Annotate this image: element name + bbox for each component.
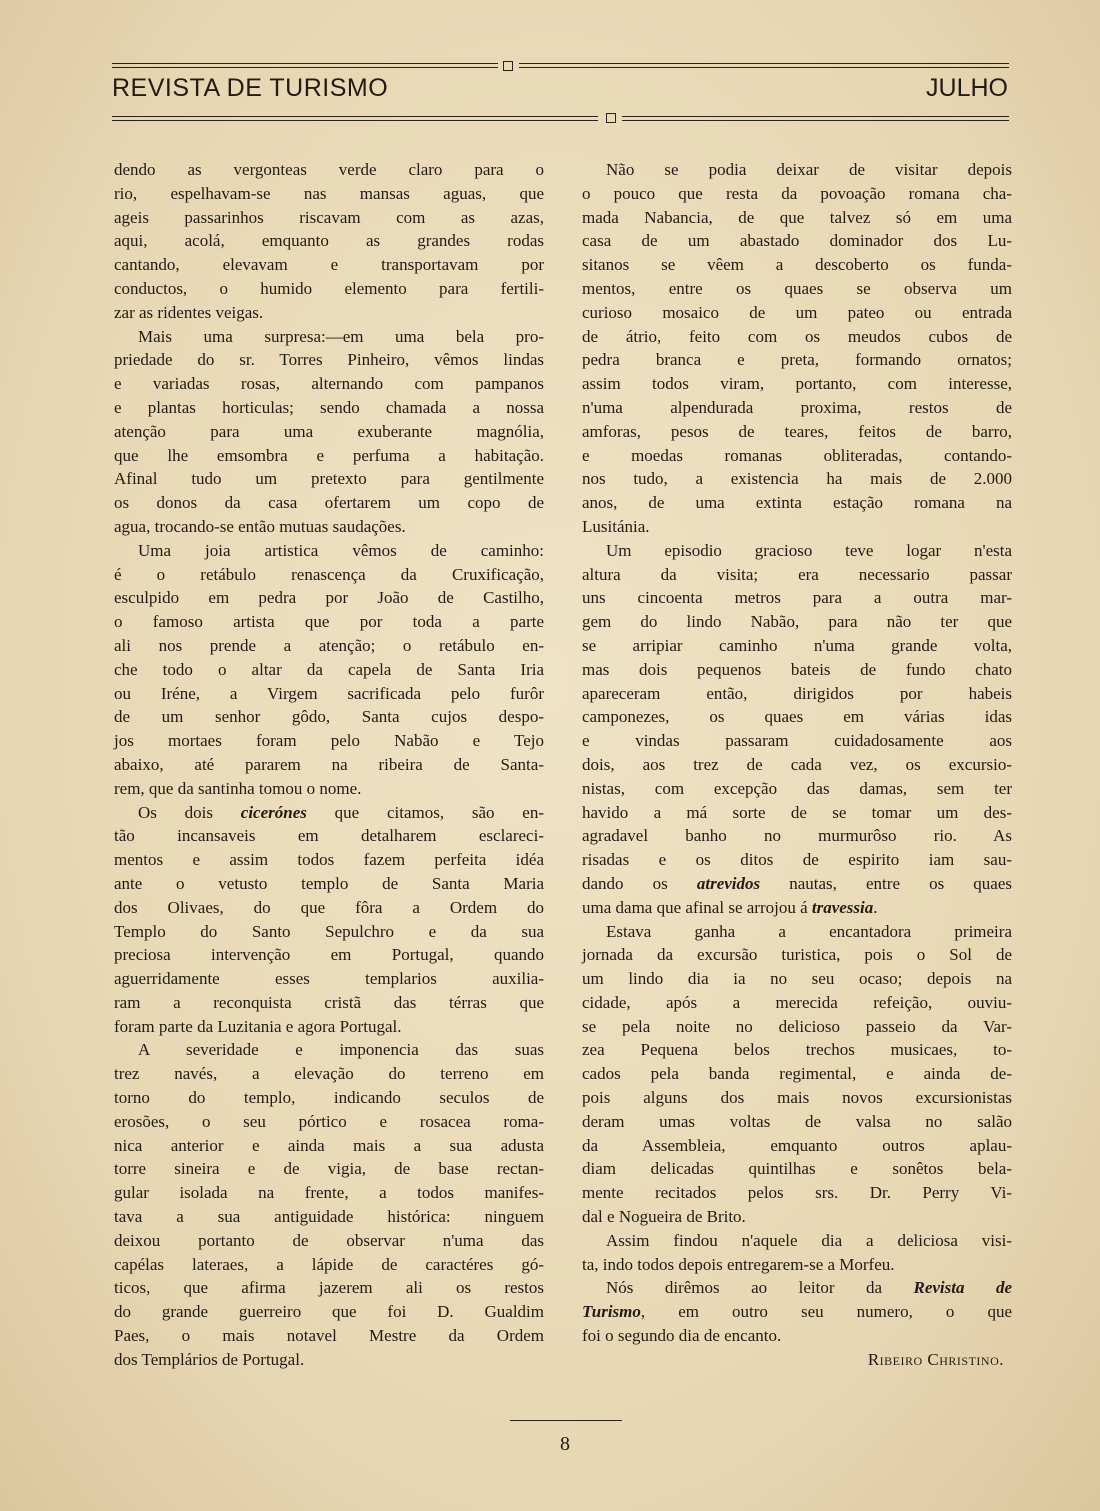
- text-line: mentos e assim todos fazem perfeita idéa: [114, 850, 544, 870]
- text-line: e moedas romanas obliteradas, contando-: [582, 445, 1012, 465]
- header-bottom-rule-right: [622, 116, 1009, 117]
- text-line: pois alguns dos mais novos excursionistas: [582, 1088, 1012, 1108]
- text-segment: Nós dirêmos ao leitor da: [606, 1278, 914, 1298]
- text-segment: .: [873, 897, 878, 917]
- text-line: ou Iréne, a Virgem sacrificada pelo furôr: [114, 683, 544, 703]
- text-line: erosões, o seu pórtico e rosacea roma-: [114, 1111, 544, 1131]
- header-bottom-rule-left-2: [112, 120, 598, 121]
- text-line: assim todos viram, portanto, com interesse,: [582, 374, 1012, 394]
- text-line: torre sineira e de vigia, de base rectan-: [114, 1159, 544, 1179]
- header-bottom-rule-right-2: [622, 120, 1009, 121]
- text-line: ageis passarinhos riscavam com as azas,: [114, 207, 544, 227]
- left-text-column: [114, 158, 544, 1372]
- text-line: cidade, após a merecida refeição, ouviu-: [582, 992, 1012, 1012]
- text-line: rio, espelhavam-se nas mansas aguas, que: [114, 183, 544, 203]
- text-line: mada Nabancia, de que talvez só em uma: [582, 207, 1012, 227]
- text-line: Uma joia artistica vêmos de caminho:: [138, 540, 544, 560]
- text-line: [582, 1276, 1012, 1300]
- text-line: jos mortaes foram pelo Nabão e Tejo: [114, 731, 544, 751]
- text-segment: , em outro seu numero, o que: [640, 1302, 1012, 1322]
- text-line: esculpido em pedra por João de Castilho,: [114, 588, 544, 608]
- text-line: dos Olivaes, do que fôra a Ordem do: [114, 897, 544, 917]
- text-line: de átrio, feito com os meudos cubos de: [582, 326, 1012, 346]
- header-top-rule-left-2: [112, 67, 498, 68]
- text-line: jornada da excursão turistica, pois o Sol de: [582, 945, 1012, 965]
- text-line: deram umas voltas de valsa no salão: [582, 1111, 1012, 1131]
- text-line: Templo do Santo Sepulchro e da sua: [114, 921, 544, 941]
- page-number: 8: [560, 1433, 570, 1455]
- text-line: Afinal tudo um pretexto para gentilmente: [114, 469, 544, 489]
- magazine-title: REVISTA DE TURISMO: [112, 74, 389, 102]
- text-line: deixou portanto de observar n'uma das: [114, 1230, 544, 1250]
- text-line: conductos, o humido elemento para fertili-: [114, 278, 544, 298]
- text-line: Estava ganha a encantadora primeira: [606, 921, 1012, 941]
- text-line: um lindo dia ia no seu ocaso; depois na: [582, 969, 1012, 989]
- text-segment: dando os: [582, 873, 697, 893]
- text-line: Ribeiro Christino.: [867, 1349, 1004, 1369]
- text-line: agradavel banho no murmurôso rio. As: [582, 826, 1012, 846]
- header-top-rule-left: [112, 63, 498, 64]
- text-line: zea Pequena belos trechos musicaes, to-: [582, 1040, 1012, 1060]
- text-line: Mais uma surpresa:—em uma bela pro-: [138, 326, 544, 346]
- text-line: dois, aos trez de cada vez, os excursio-: [582, 754, 1012, 774]
- italic-term: travessia: [811, 897, 874, 917]
- text-line: diam delicadas quintilhas e sonêtos bela-: [582, 1159, 1012, 1179]
- header-bottom-rule-left: [112, 116, 598, 117]
- text-line: Um episodio gracioso teve logar n'esta: [606, 540, 1012, 560]
- footer-rule: [510, 1420, 622, 1421]
- text-line: ticos, que afirma jazerem ali os restos: [114, 1278, 544, 1298]
- text-line: o pouco que resta da povoação romana cha-: [582, 183, 1012, 203]
- text-line: nistas, com excepção das damas, sem ter: [582, 778, 1012, 798]
- text-line: altura da visita; era necessario passar: [582, 564, 1012, 584]
- text-line: atenção para uma exuberante magnólia,: [114, 421, 544, 441]
- text-line: risadas e os ditos de espirito iam sau-: [582, 850, 1012, 870]
- text-line: rem, que da santinha tomou o nome.: [114, 778, 362, 798]
- text-segment: uma dama que afinal se arrojou á: [582, 897, 812, 917]
- text-line: nica anterior e ainda mais a sua adusta: [114, 1135, 544, 1155]
- text-line: A severidade e imponencia das suas: [138, 1040, 544, 1060]
- text-line: tão incansaveis em detalharem esclareci-: [114, 826, 544, 846]
- text-line: do grande guerreiro que foi D. Gualdim: [114, 1302, 544, 1322]
- text-line: havido a má sorte de se tomar um des-: [582, 802, 1012, 822]
- text-line: de um senhor gôdo, Santa cujos despo-: [114, 707, 544, 727]
- text-line: dendo as vergonteas verde claro para o: [114, 160, 544, 179]
- text-line: curioso mosaico de um pateo ou entrada: [582, 302, 1012, 322]
- text-line: anos, de uma extinta estação romana na: [582, 493, 1012, 513]
- text-line: [114, 801, 544, 825]
- text-line: capélas lateraes, a lápide de caractéres gó-: [114, 1254, 544, 1274]
- text-line: se pela noite no delicioso passeio da Var-: [582, 1016, 1012, 1036]
- text-line: mentos, entre os quaes se observa um: [582, 278, 1012, 298]
- text-line: e variadas rosas, alternando com pampanos: [114, 374, 544, 394]
- text-line: e vindas passaram cuidadosamente aos: [582, 731, 1012, 751]
- text-line: che todo o altar da capela de Santa Iria: [114, 659, 544, 679]
- text-line: [582, 1300, 1012, 1324]
- text-line: apareceram então, dirigidos por habeis: [582, 683, 1012, 703]
- text-line: gular isolada na frente, a todos manifes-: [114, 1183, 544, 1203]
- text-line: os donos da casa ofertarem um copo de: [114, 493, 544, 513]
- text-line: dal e Nogueira de Brito.: [582, 1207, 746, 1227]
- text-line: aqui, acolá, emquanto as grandes rodas: [114, 231, 544, 251]
- text-line: n'uma alpendurada proxima, restos de: [582, 397, 1012, 417]
- text-segment: Os dois: [138, 802, 241, 822]
- text-line: pedra branca e preta, formando ornatos;: [582, 350, 1012, 370]
- text-line: cados pela banda regimental, e ainda de-: [582, 1064, 1012, 1084]
- italic-term: cicerónes: [240, 802, 307, 822]
- text-line: priedade do sr. Torres Pinheiro, vêmos lindas: [114, 350, 544, 370]
- text-line: casa de um abastado dominador dos Lu-: [582, 231, 1012, 251]
- text-line: mente recitados pelos srs. Dr. Perry Vi-: [582, 1183, 1012, 1203]
- text-line: foram parte da Luzitania e agora Portugal.: [114, 1016, 402, 1036]
- right-text-column: [582, 158, 1012, 1372]
- text-line: gem do lindo Nabão, para não ter que: [582, 612, 1012, 632]
- text-line: Assim findou n'aquele dia a deliciosa visi-: [606, 1230, 1012, 1250]
- text-line: ante o vetusto templo de Santa Maria: [114, 873, 544, 893]
- italic-term: Revista de: [913, 1278, 1012, 1298]
- text-line: abaixo, até pararem na ribeira de Santa-: [114, 754, 544, 774]
- text-line: preciosa intervenção em Portugal, quando: [114, 945, 544, 965]
- text-line: cantando, elevavam e transportavam por: [114, 255, 544, 275]
- text-line: aguerridamente esses templarios auxilia-: [114, 969, 544, 989]
- text-line: nos tudo, a existencia ha mais de 2.000: [582, 469, 1012, 489]
- text-line: sitanos se vêem a descoberto os funda-: [582, 255, 1012, 275]
- header-top-rule-right-2: [519, 67, 1009, 68]
- issue-month: JULHO: [926, 74, 1008, 102]
- text-line: Lusitánia.: [582, 516, 650, 536]
- text-line: trez navés, a elevação do terreno em: [114, 1064, 544, 1084]
- text-line: e plantas horticulas; sendo chamada a nossa: [114, 397, 544, 417]
- header-bottom-ornament: [606, 113, 616, 123]
- text-line: ali nos prende a atenção; o retábulo en-: [114, 635, 544, 655]
- text-line: torno do templo, indicando seculos de: [114, 1088, 544, 1108]
- text-line: uns cincoenta metros para a outra mar-: [582, 588, 1012, 608]
- text-segment: que citamos, são en-: [306, 802, 544, 822]
- text-line: ta, indo todos depois entregarem-se a Morfeu.: [582, 1254, 895, 1274]
- text-line: ram a reconquista cristã das térras que: [114, 992, 544, 1012]
- text-line: Paes, o mais notavel Mestre da Ordem: [114, 1326, 544, 1346]
- text-line: [582, 872, 1012, 896]
- text-line: [582, 896, 1012, 920]
- text-line: amforas, pesos de teares, feitos de barro,: [582, 421, 1012, 441]
- text-line: foi o segundo dia de encanto.: [582, 1326, 782, 1346]
- text-line: tava a sua antiguidade histórica: ninguem: [114, 1207, 544, 1227]
- text-line: que lhe emsombra e perfuma a habitação.: [114, 445, 544, 465]
- italic-term: Turismo: [582, 1302, 641, 1322]
- text-line: agua, trocando-se então mutuas saudações.: [114, 516, 406, 536]
- text-line: mas dois pequenos bateis de fundo chato: [582, 659, 1012, 679]
- text-line: é o retábulo renascença da Cruxificação,: [114, 564, 544, 584]
- text-line: o famoso artista que por toda a parte: [114, 612, 544, 632]
- text-line: da Assembleia, emquanto outros aplau-: [582, 1135, 1012, 1155]
- header-top-rule-right: [519, 63, 1009, 64]
- text-segment: nautas, entre os quaes: [760, 873, 1012, 893]
- text-line: se arripiar caminho n'uma grande volta,: [582, 635, 1012, 655]
- text-line: dos Templários de Portugal.: [114, 1349, 305, 1369]
- text-line: zar as ridentes veigas.: [114, 302, 264, 322]
- header-top-ornament: [503, 61, 513, 71]
- text-line: camponezes, os quaes em várias idas: [582, 707, 1012, 727]
- italic-term: atrevidos: [696, 873, 761, 893]
- text-line: Não se podia deixar de visitar depois: [606, 160, 1012, 179]
